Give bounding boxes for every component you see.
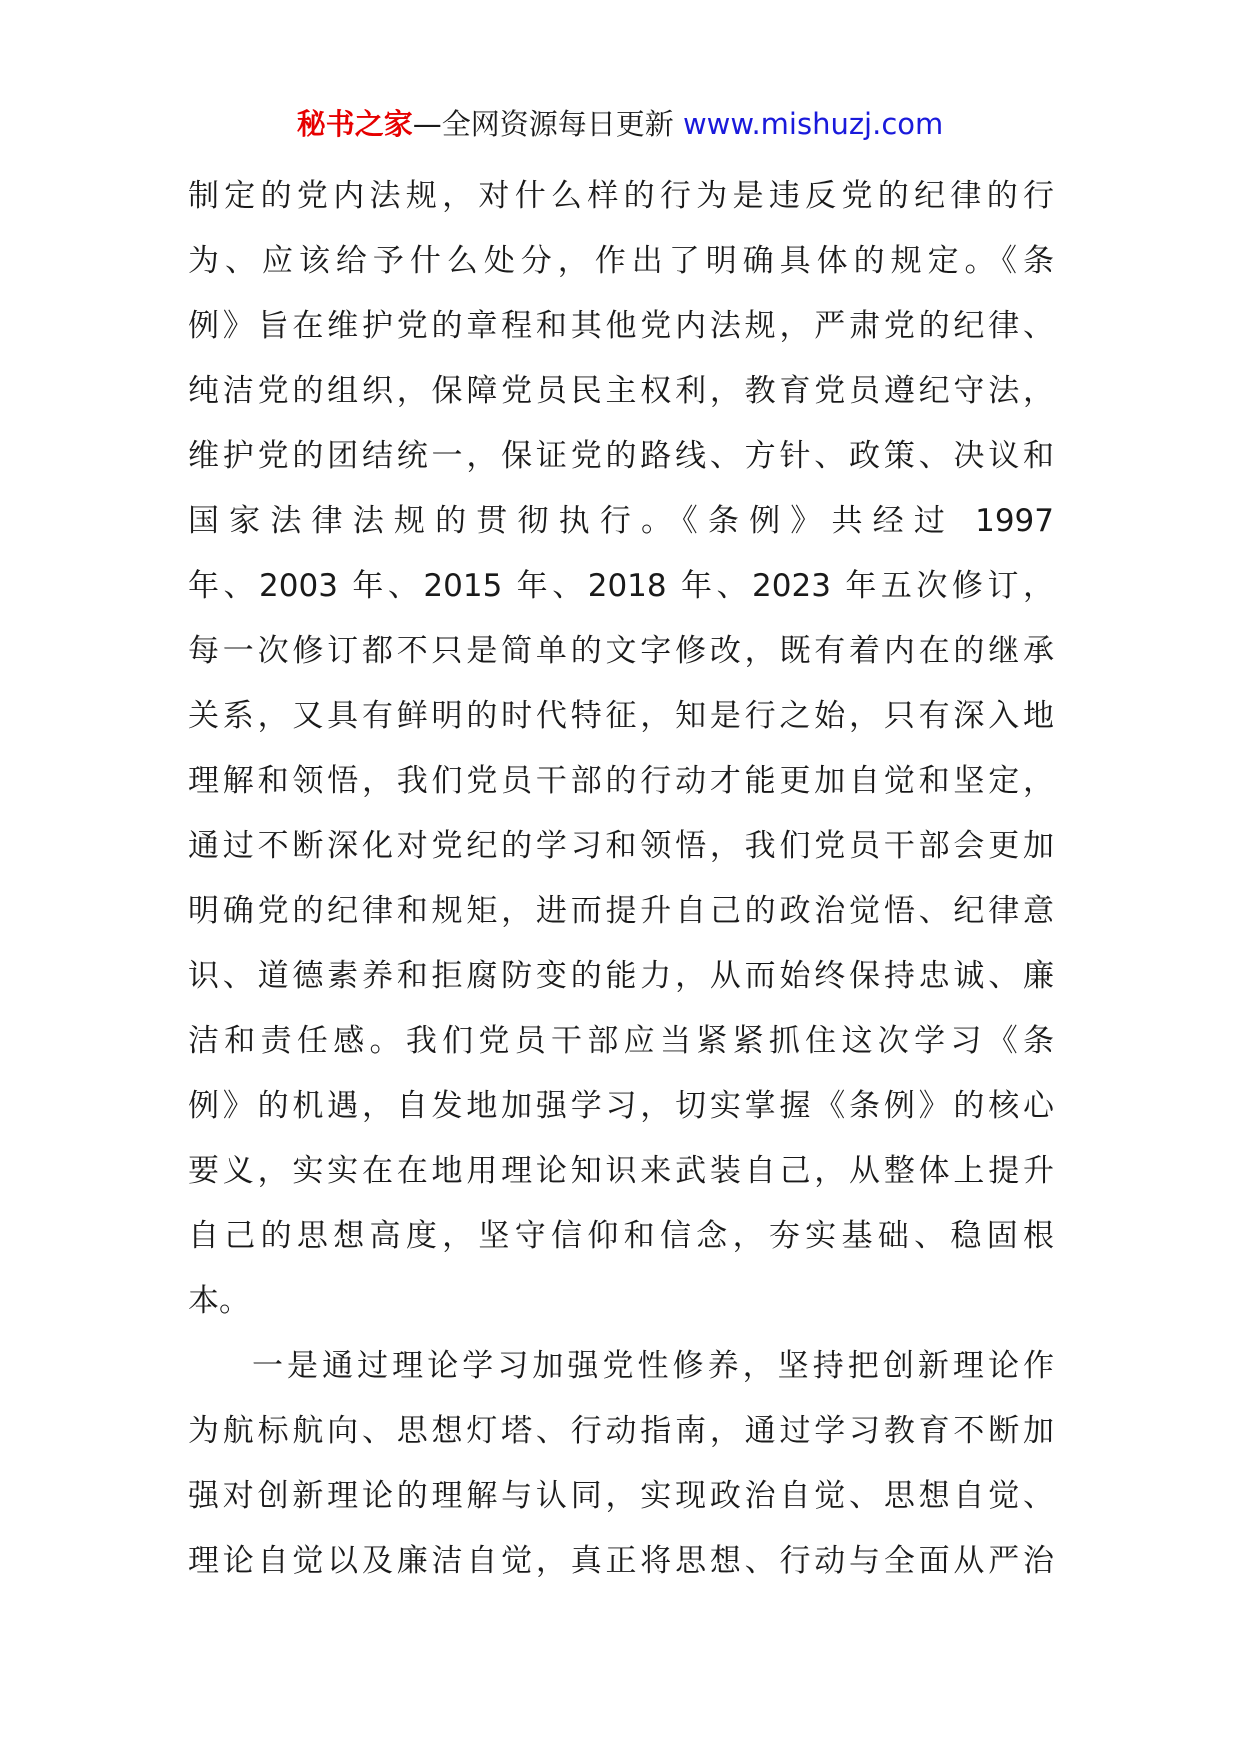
- text-line: 要义，实实在在地用理论知识来武装自己，从整体上提升: [188, 1153, 1054, 1189]
- header-brand: 秘书之家: [296, 107, 413, 141]
- paragraph-2: [188, 1334, 1054, 1594]
- text-line: 明确党的纪律和规矩，进而提升自己的政治觉悟、纪律意: [188, 893, 1054, 929]
- text-line: 维护党的团结统一，保证党的路线、方针、政策、决议和: [188, 438, 1054, 474]
- text-line: 每一次修订都不只是简单的文字修改，既有着内在的继承: [188, 633, 1054, 669]
- text-line: 为、应该给予什么处分，作出了明确具体的规定。《条: [188, 243, 1054, 279]
- text-line: 例》的机遇，自发地加强学习，切实掌握《条例》的核心: [188, 1088, 1054, 1124]
- text-line: 自己的思想高度，坚守信仰和信念，夯实基础、稳固根: [188, 1218, 1054, 1254]
- text-line: 关系，又具有鲜明的时代特征，知是行之始，只有深入地: [188, 698, 1054, 734]
- text-line: 本。: [188, 1283, 250, 1319]
- text-line: 强对创新理论的理解与认同，实现政治自觉、思想自觉、: [188, 1478, 1054, 1514]
- text-line: 国家法律法规的贯彻执行。《条例》共经过 1997: [188, 503, 1054, 539]
- document-body: [188, 164, 1054, 1594]
- text-line: 纯洁党的组织，保障党员民主权利，教育党员遵纪守法，: [188, 373, 1054, 409]
- text-line: 一是通过理论学习加强党性修养，坚持把创新理论作: [252, 1348, 1054, 1384]
- page-header: [0, 104, 1240, 144]
- paragraph-1: [188, 164, 1054, 1334]
- text-line: 识、道德素养和拒腐防变的能力，从而始终保持忠诚、廉: [188, 958, 1054, 994]
- text-line: 洁和责任感。我们党员干部应当紧紧抓住这次学习《条: [188, 1023, 1054, 1059]
- text-line: 制定的党内法规，对什么样的行为是违反党的纪律的行: [188, 178, 1054, 214]
- text-line: 为航标航向、思想灯塔、行动指南，通过学习教育不断加: [188, 1413, 1054, 1449]
- text-line: 理解和领悟，我们党员干部的行动才能更加自觉和坚定，: [188, 763, 1054, 799]
- header-tagline: —全网资源每日更新: [412, 107, 683, 141]
- text-line: 年、2003 年、2015 年、2018 年、2023 年五次修订，: [188, 568, 1054, 604]
- text-line: 理论自觉以及廉洁自觉，真正将思想、行动与全面从严治: [188, 1543, 1054, 1579]
- text-line: 例》旨在维护党的章程和其他党内法规，严肃党的纪律、: [188, 308, 1054, 344]
- text-line: 通过不断深化对党纪的学习和领悟，我们党员干部会更加: [188, 828, 1054, 864]
- header-url-link[interactable]: www.mishuzj.com: [682, 107, 944, 141]
